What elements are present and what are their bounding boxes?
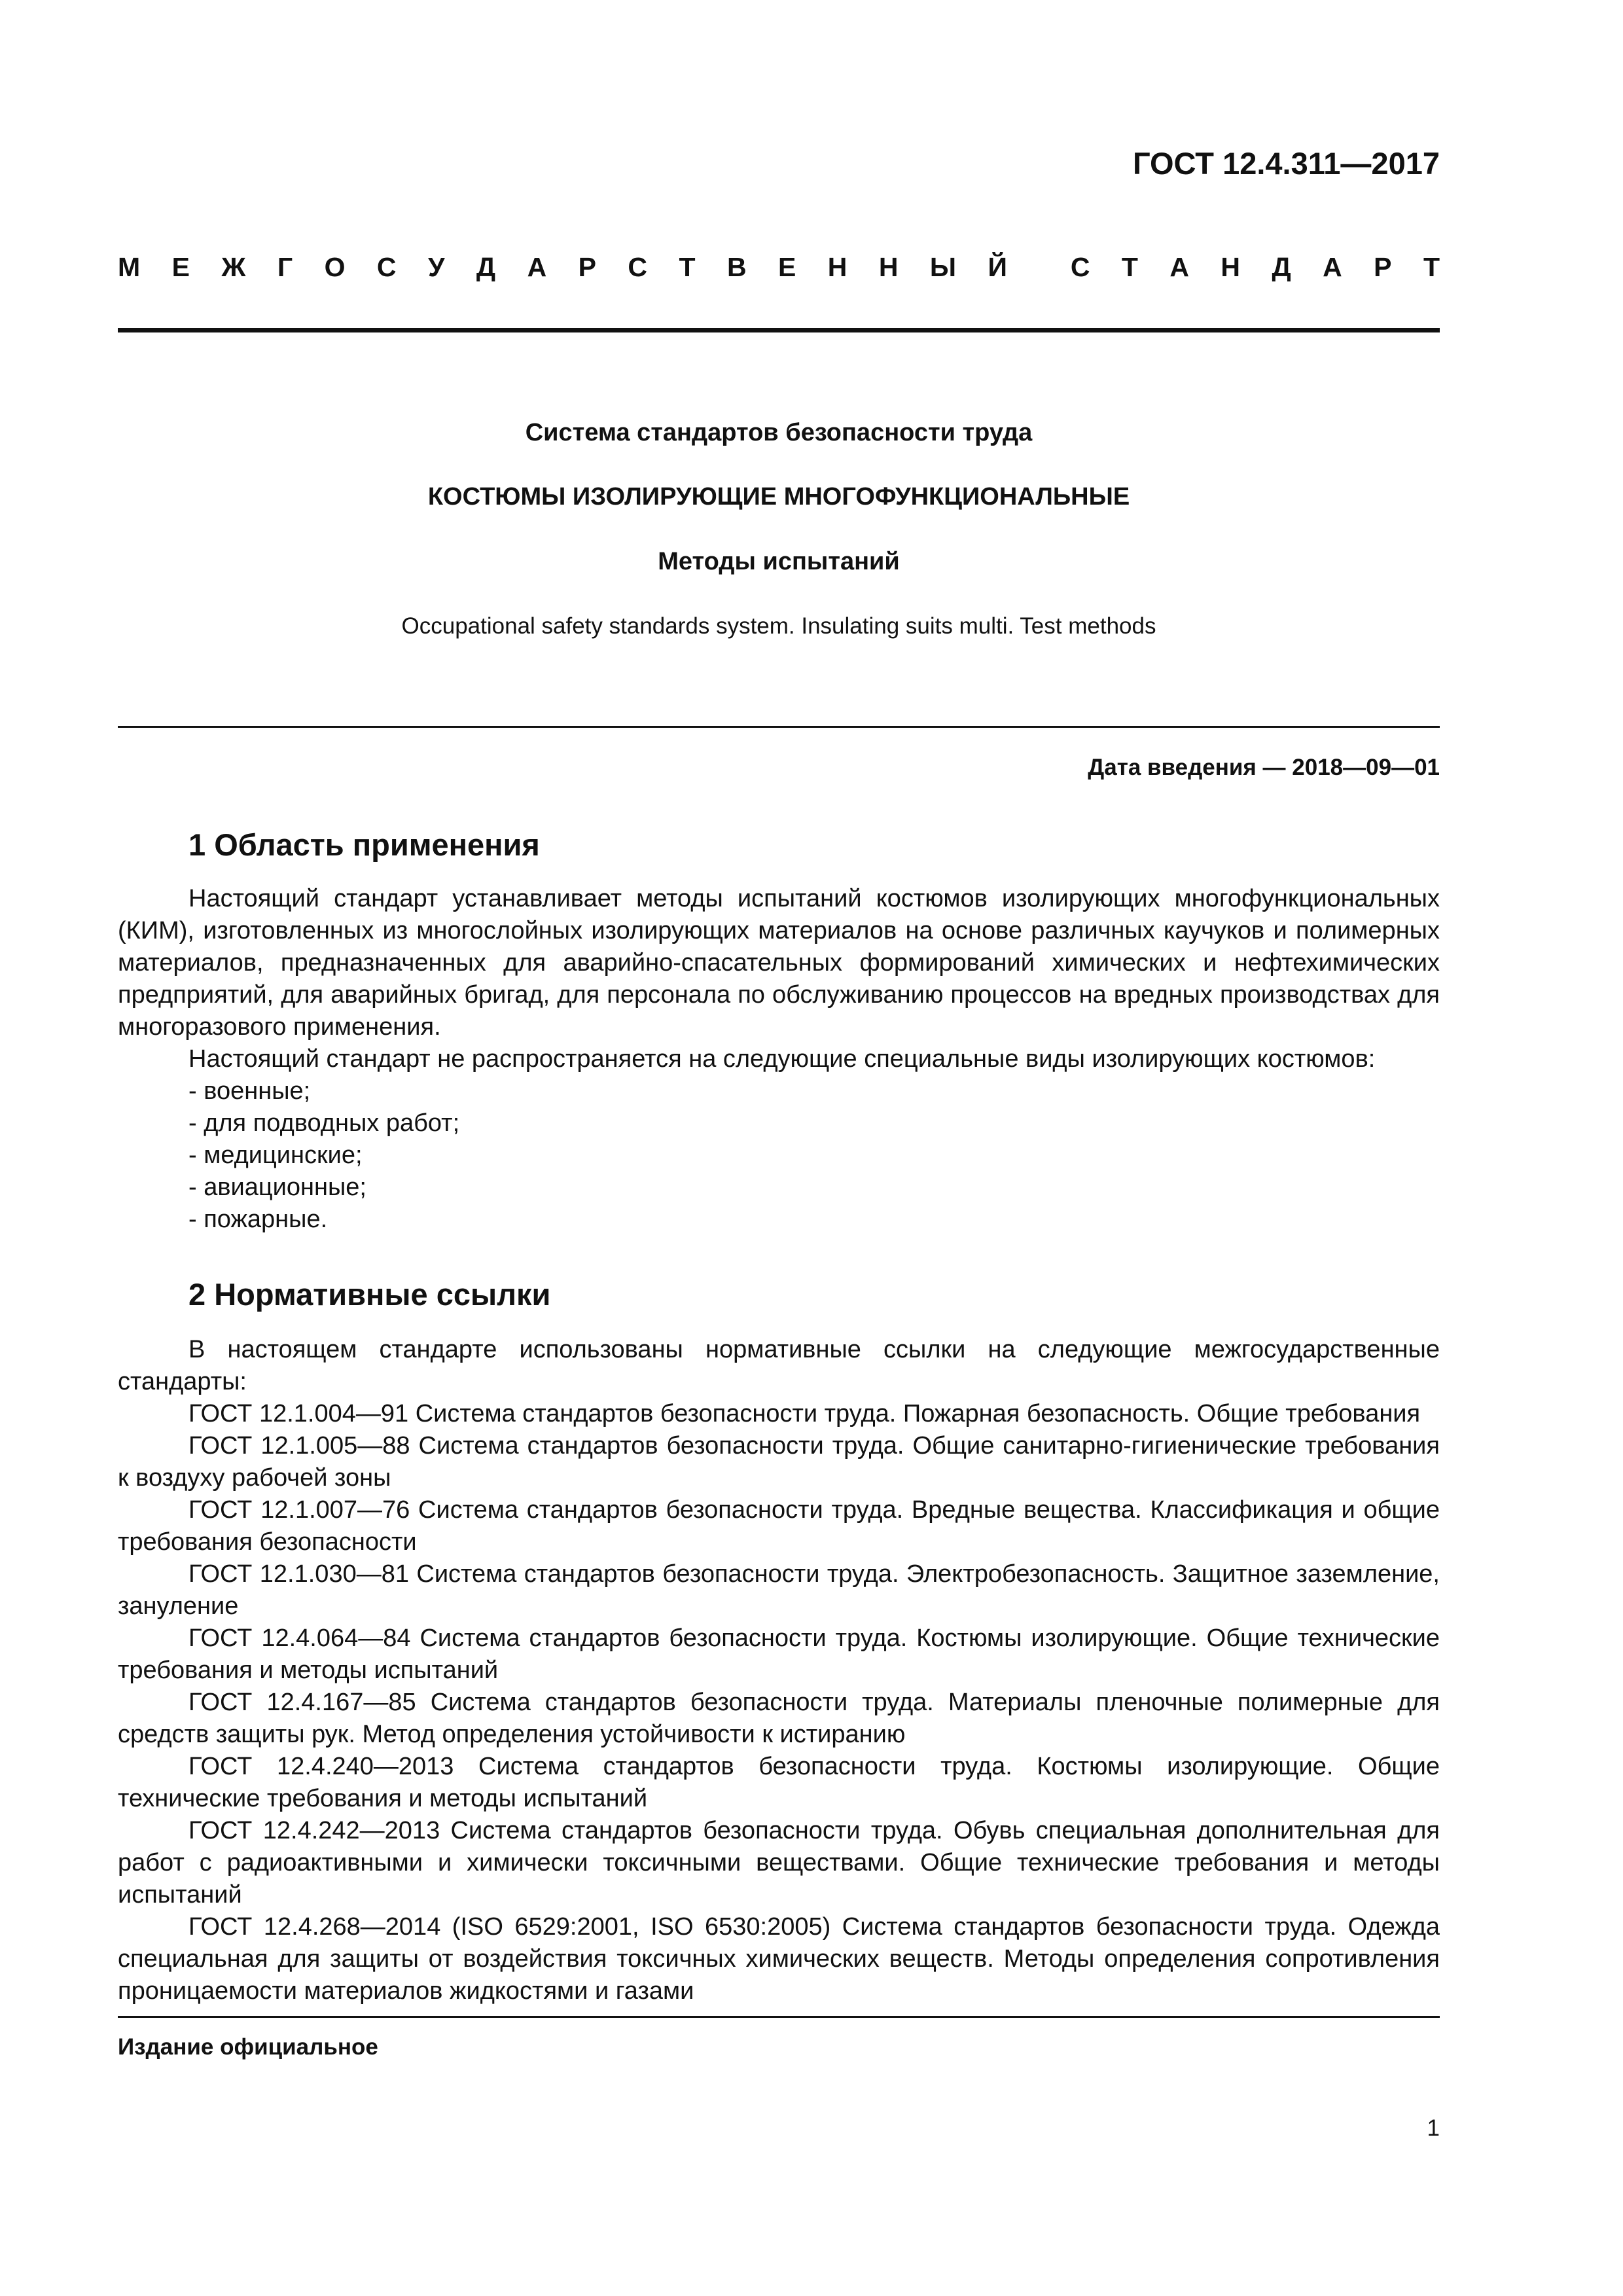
introduction-date: Дата введения — 2018—09—01	[1088, 755, 1440, 780]
reference-item: ГОСТ 12.4.240—2013 Система стандартов безопасности труда. Костюмы изолирующие. Общие технические требования и методы испытаний	[118, 1753, 1440, 1812]
band-letter: Е	[778, 252, 796, 282]
reference-item: ГОСТ 12.1.004—91 Система стандартов безопасности труда. Пожарная безопасность. Общие требования	[188, 1400, 1421, 1427]
band-letter: Р	[1374, 252, 1392, 282]
band-letter: Ы	[929, 252, 957, 282]
reference-item: ГОСТ 12.4.167—85 Система стандартов безопасности труда. Материалы пленочные полимерные для средств защиты рук. Метод определения устойчивости к истиранию	[118, 1689, 1440, 1748]
band-letter: В	[726, 252, 747, 282]
exclusion-list-item: - медицинские;	[188, 1141, 363, 1169]
section-2-intro: В настоящем стандарте использованы нормативные ссылки на следующие межгосударственные стандарты:	[118, 1336, 1440, 1395]
band-letter: Н	[878, 252, 899, 282]
section-2-title: 2 Нормативные ссылки	[188, 1277, 551, 1312]
band-letter: Ж	[221, 252, 246, 282]
band-letter: С	[376, 252, 397, 282]
band-letter: С	[628, 252, 648, 282]
section-1-title: 1 Область применения	[188, 827, 540, 862]
band-letter: Й	[988, 252, 1007, 282]
title-subtitle: Методы испытаний	[658, 548, 900, 575]
reference-item: ГОСТ 12.4.242—2013 Система стандартов безопасности труда. Обувь специальная дополнительная для работ с радиоактивными и химически токсичными веществами. Общие технические требования и методы испытаний	[118, 1817, 1440, 1909]
section-1-body	[118, 883, 1440, 1236]
exclusion-list-item: - военные;	[188, 1077, 311, 1105]
title-divider	[118, 726, 1440, 728]
band-letter: Н	[827, 252, 847, 282]
reference-item: ГОСТ 12.4.268—2014 (ISO 6529:2001, ISO 6530:2005) Система стандартов безопасности труда. Одежда специальная для защиты от воздействия токсичных химических веществ. Методы определения сопротивления проницаемости материалов жидкостями и газами	[118, 1913, 1440, 2005]
reference-item: ГОСТ 12.1.030—81 Система стандартов безопасности труда. Электробезопасность. Защитное заземление, зануление	[118, 1560, 1440, 1620]
reference-item: ГОСТ 12.4.064—84 Система стандартов безопасности труда. Костюмы изолирующие. Общие технические требования и методы испытаний	[118, 1624, 1440, 1684]
band-letter: А	[527, 252, 547, 282]
section-2-body	[118, 1334, 1440, 2007]
section-1-paragraph: Настоящий стандарт устанавливает методы испытаний костюмов изолирующих многофункциональных (КИМ), изготовленных из многослойных изолирующих материалов на основе различных каучуков и полимерных материалов, предназначенных для аварийно-спасательных формирований химических и нефтехимических предприятий, для аварийных бригад, для персонала по обслуживанию процессов на вредных производствах для многоразового применения.	[118, 885, 1440, 1041]
document-number: ГОСТ 12.4.311—2017	[1132, 146, 1440, 181]
footer-divider	[118, 2016, 1440, 2018]
band-letter: Е	[171, 252, 190, 282]
band-letter: Т	[679, 252, 696, 282]
band-letter: С	[1070, 252, 1090, 282]
band-letter: У	[427, 252, 445, 282]
title-main: КОСТЮМЫ ИЗОЛИРУЮЩИЕ МНОГОФУНКЦИОНАЛЬНЫЕ	[427, 483, 1130, 511]
page-number: 1	[1427, 2115, 1440, 2141]
band-letter: О	[324, 252, 346, 282]
band-letter: А	[1169, 252, 1189, 282]
band-letter: Т	[1423, 252, 1440, 282]
band-letter: Д	[1272, 252, 1291, 282]
section-1-paragraph: Настоящий стандарт не распространяется на следующие специальные виды изолирующих костюмов:	[188, 1045, 1376, 1073]
band-letter: Н	[1221, 252, 1240, 282]
reference-item: ГОСТ 12.1.005—88 Система стандартов безопасности труда. Общие санитарно-гигиенические требования к воздуху рабочей зоны	[118, 1432, 1440, 1492]
header-rule	[118, 328, 1440, 332]
band-letter: Т	[1121, 252, 1138, 282]
band-letter: А	[1323, 252, 1342, 282]
title-english: Occupational safety standards system. Insulating suits multi. Test methods	[401, 613, 1156, 639]
reference-item: ГОСТ 12.1.007—76 Система стандартов безопасности труда. Вредные вещества. Классификация и общие требования безопасности	[118, 1496, 1440, 1556]
edition-label: Издание официальное	[118, 2034, 378, 2060]
band-letter: Д	[476, 252, 496, 282]
exclusion-list-item: - авиационные;	[188, 1174, 366, 1201]
band-letter: Р	[578, 252, 596, 282]
band-letter: М	[118, 252, 141, 282]
band-letter: Г	[277, 252, 293, 282]
exclusion-list-item: - для подводных работ;	[188, 1109, 460, 1137]
header-band-interstate-standard	[118, 252, 1440, 283]
exclusion-list-item: - пожарные.	[188, 1206, 328, 1233]
title-system: Система стандартов безопасности труда	[525, 419, 1033, 446]
